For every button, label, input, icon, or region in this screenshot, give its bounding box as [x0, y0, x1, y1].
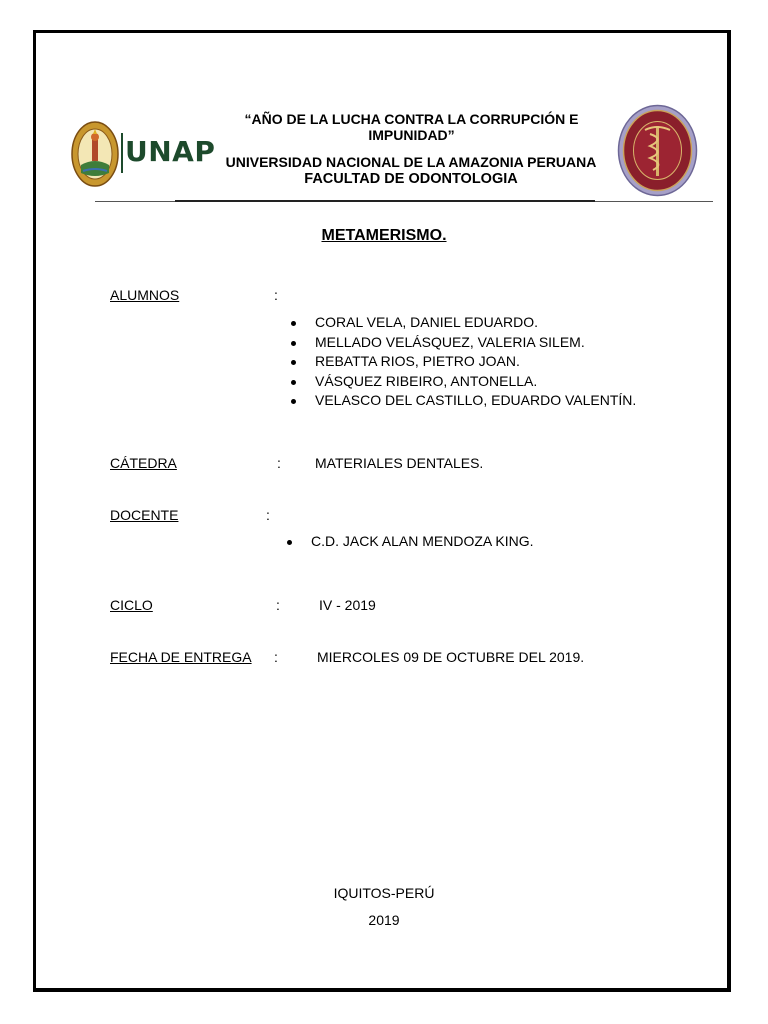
unap-logo-text: UNAP — [125, 135, 216, 168]
ciclo-label: CICLO — [110, 597, 153, 613]
unap-logo — [121, 129, 216, 179]
ciclo-value: IV - 2019 — [319, 597, 376, 613]
catedra-value: MATERIALES DENTALES. — [315, 455, 484, 471]
list-item: MELLADO VELÁSQUEZ, VALERIA SILEM. — [288, 333, 636, 353]
catedra-label: CÁTEDRA — [110, 455, 177, 471]
university-seal-icon — [71, 121, 119, 187]
catedra-colon: : — [277, 455, 281, 471]
document-title: METAMERISMO. — [321, 227, 447, 244]
fecha-colon: : — [274, 649, 278, 665]
dentistry-seal-icon — [617, 104, 698, 197]
list-item: VELASCO DEL CASTILLO, EDUARDO VALENTÍN. — [288, 391, 636, 411]
list-item: C.D. JACK ALAN MENDOZA KING. — [284, 532, 534, 552]
docente-label: DOCENTE — [110, 507, 179, 523]
alumnos-list — [288, 313, 636, 411]
university-name: UNIVERSIDAD NACIONAL DE LA AMAZONIA PERUANA — [225, 154, 597, 170]
ciclo-colon: : — [276, 597, 280, 613]
fecha-value: MIERCOLES 09 DE OCTUBRE DEL 2019. — [317, 649, 585, 665]
faculty-name: FACULTAD DE ODONTOLOGIA — [304, 171, 518, 187]
year-motto: “AÑO DE LA LUCHA CONTRA LA CORRUPCIÓN E IMPUNIDAD” — [244, 111, 579, 143]
docente-colon: : — [266, 507, 270, 523]
list-item: VÁSQUEZ RIBEIRO, ANTONELLA. — [288, 372, 636, 392]
footer-year: 2019 — [368, 912, 400, 928]
docente-list — [284, 532, 534, 552]
list-item: CORAL VELA, DANIEL EDUARDO. — [288, 313, 636, 333]
footer-city: IQUITOS-PERÚ — [333, 885, 435, 901]
header-divider — [95, 201, 713, 202]
alumnos-label: ALUMNOS — [110, 287, 180, 303]
fecha-label: FECHA DE ENTREGA — [110, 649, 252, 665]
alumnos-colon: : — [274, 287, 278, 303]
list-item: REBATTA RIOS, PIETRO JOAN. — [288, 352, 636, 372]
